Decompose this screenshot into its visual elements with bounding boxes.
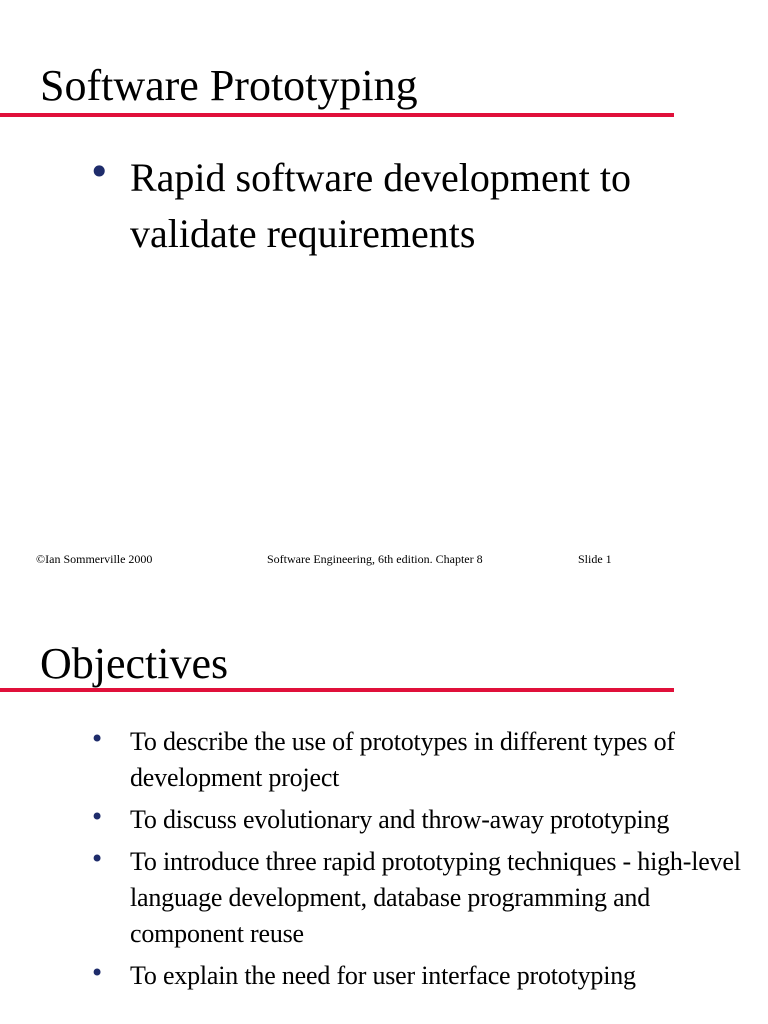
bullet-icon: • — [88, 150, 111, 194]
bullet-text: To describe the use of prototypes in different types of development project — [130, 727, 675, 792]
slide-2 — [0, 576, 768, 1024]
bullet-item — [88, 150, 758, 262]
bullet-list — [90, 724, 760, 1000]
bullet-item — [90, 844, 760, 952]
footer-copyright: ©Ian Sommerville 2000 — [36, 552, 153, 566]
bullet-icon: • — [90, 725, 105, 753]
bullet-text: To introduce three rapid prototyping techniques - high-level language development, database programming and component reuse — [130, 847, 741, 948]
footer-slide-number: Slide 1 — [578, 552, 612, 566]
bullet-list — [88, 150, 758, 262]
footer-book-title: Software Engineering, 6th edition. Chapter 8 — [267, 552, 483, 566]
bullet-icon: • — [90, 845, 105, 873]
bullet-icon: • — [90, 803, 105, 831]
bullet-text: Rapid software development to validate requirements — [130, 155, 631, 256]
bullet-item — [90, 958, 760, 994]
title-rule — [0, 688, 674, 692]
bullet-text: To discuss evolutionary and throw-away prototyping — [130, 805, 670, 834]
bullet-item — [90, 724, 760, 796]
title-rule — [0, 113, 674, 117]
slide-title: Software Prototyping — [40, 61, 418, 110]
slide-title: Objectives — [40, 639, 229, 688]
bullet-text: To explain the need for user interface prototyping — [130, 961, 636, 990]
bullet-icon: • — [90, 959, 105, 987]
bullet-item — [90, 802, 760, 838]
slide-footer — [0, 552, 768, 568]
